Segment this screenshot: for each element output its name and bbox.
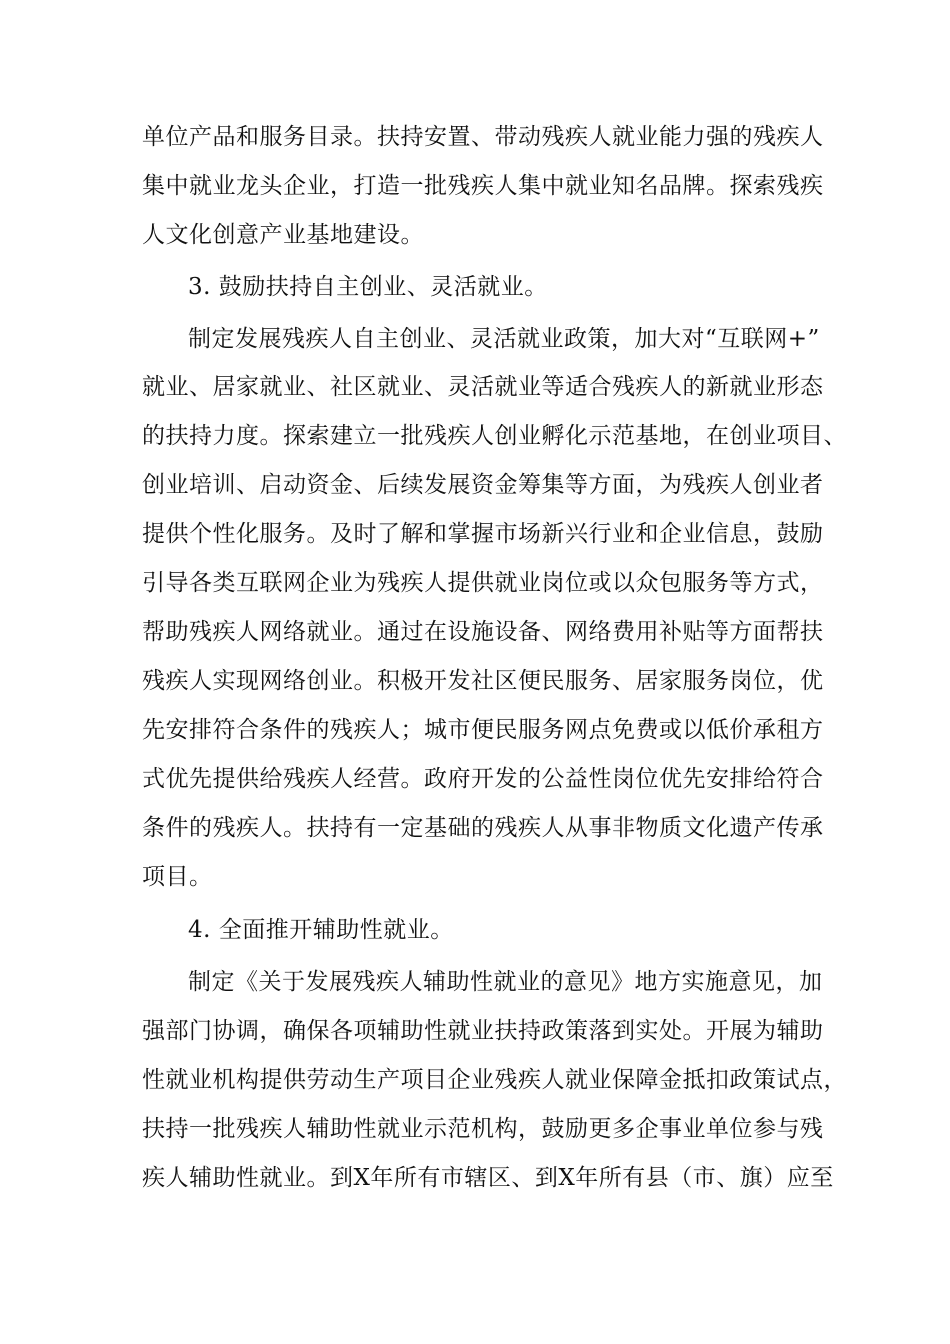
text-line: 式优先提供给残疾人经营。政府开发的公益性岗位优先安排给符合 (142, 766, 824, 792)
text-line: 创业培训、启动资金、后续发展资金筹集等方面，为残疾人创业者 (142, 472, 824, 498)
text-line: 扶持一批残疾人辅助性就业示范机构，鼓励更多企事业单位参与残 (142, 1116, 824, 1142)
section-heading: 4. 全面推开辅助性就业。 (188, 917, 454, 943)
text-line: 性就业机构提供劳动生产项目企业残疾人就业保障金抵扣政策试点， (142, 1067, 847, 1093)
text-line: 帮助残疾人网络就业。通过在设施设备、网络费用补贴等方面帮扶 (142, 619, 824, 645)
section-heading: 3. 鼓励扶持自主创业、灵活就业。 (188, 274, 548, 300)
text-line: 集中就业龙头企业，打造一批残疾人集中就业知名品牌。探索残疾 (142, 173, 824, 199)
text-line: 先安排符合条件的残疾人；城市便民服务网点免费或以低价承租方 (142, 717, 824, 743)
text-line: 条件的残疾人。扶持有一定基础的残疾人从事非物质文化遗产传承 (142, 815, 824, 841)
text-line: 人文化创意产业基地建设。 (142, 222, 424, 248)
text-line: 强部门协调，确保各项辅助性就业扶持政策落到实处。开展为辅助 (142, 1018, 824, 1044)
text-line: 制定《关于发展残疾人辅助性就业的意见》地方实施意见，加 (188, 969, 823, 995)
text-line: 单位产品和服务目录。扶持安置、带动残疾人就业能力强的残疾人 (142, 124, 824, 150)
text-line: 引导各类互联网企业为残疾人提供就业岗位或以众包服务等方式， (142, 570, 824, 596)
text-line: 疾人辅助性就业。到X年所有市辖区、到X年所有县（市、旗）应至 (142, 1165, 834, 1191)
text-line: 提供个性化服务。及时了解和掌握市场新兴行业和企业信息，鼓励 (142, 521, 824, 547)
text-line: 项目。 (142, 864, 213, 890)
text-line: 残疾人实现网络创业。积极开发社区便民服务、居家服务岗位，优 (142, 668, 824, 694)
text-line: 制定发展残疾人自主创业、灵活就业政策，加大对“互联网+” (188, 326, 820, 352)
text-line: 就业、居家就业、社区就业、灵活就业等适合残疾人的新就业形态 (142, 374, 824, 400)
text-line: 的扶持力度。探索建立一批残疾人创业孵化示范基地，在创业项目、 (142, 423, 847, 449)
